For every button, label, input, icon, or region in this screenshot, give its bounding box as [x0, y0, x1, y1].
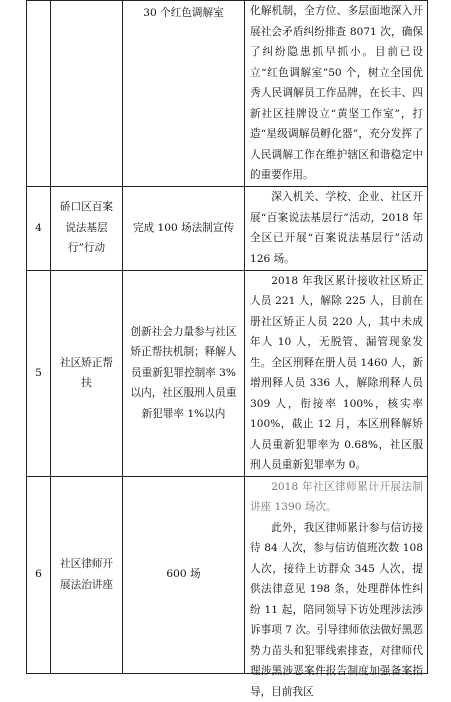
row-number: 6: [27, 476, 51, 673]
task-target: 创新社会力量参与社区矫正帮扶机制；释解人员重新犯罪控制率 3%以内，社区服刑人员重新犯罪率 1%以内: [123, 270, 245, 476]
progress-paragraph: 此外，我区律师累计参与信访接待 84 人次，参与信访值班次数 108 人次，接待上访群众 345 人次，提供法律意见 198 条，处理群体性纠纷 11 起，陪同领导下访处理涉法涉诉事项 7 次。引导律师依法做好黑恶势力苗头和犯罪线索排查，对律师代理涉黑涉恶案件报告制度加强备案指导，目前我区: [250, 518, 423, 702]
row-number: 5: [27, 270, 51, 476]
progress-paragraph: 2018 年社区律师累计开展法制讲座 1390 场次。: [250, 477, 423, 518]
table-row: [27, 1, 428, 187]
table-row: [27, 476, 428, 673]
task-target: 完成 100 场法制宣传: [123, 186, 245, 270]
progress-paragraph: 2018 年我区累计接收社区矫正人员 221 人，解除 225 人，目前在册社区矫正人员 220 人，其中未成年人 10 人，无脱管、漏管现象发生。全区刑释在册人员 1460 人，新增刑释人员 336 人，解除刑释人员 309 人，衔接率 100%，核实率 100%，截止 12 月，本区刑释解矫人员重新犯罪率为 0.68%，社区服刑人员重新犯罪率为 0。: [250, 271, 423, 476]
row-number: [27, 1, 51, 187]
table-row: [27, 186, 428, 270]
table-row: [27, 270, 428, 476]
task-target: 30 个红色调解室: [123, 1, 245, 187]
task-name: 社区律师开展法治讲座: [51, 476, 123, 673]
task-name: 社区矫正帮扶: [51, 270, 123, 476]
task-progress: [245, 1, 428, 187]
task-target: 600 场: [123, 476, 245, 673]
task-progress: [245, 270, 428, 476]
task-progress: [245, 476, 428, 673]
task-name: 硚口区百案说法基层行”行动: [51, 186, 123, 270]
progress-paragraph: 深入机关、学校、企业、社区开展“百案说法基层行”活动，2018 年全区已开展“百案说法基层行”活动 126 场。: [250, 187, 423, 269]
row-number: 4: [27, 186, 51, 270]
progress-paragraph: 化解机制，全方位、多层面地深入开展社会矛盾纠纷排查 8071 次，确保了纠纷隐患抓早抓小。目前已设立“红色调解室”50 个，树立全国优秀人民调解员工作品牌，在长丰、四新社区挂牌设立“黄坚工作室”，打造“星级调解员孵化器”，充分发挥了人民调解工作在维护辖区和谐稳定中的重要作用。: [250, 1, 423, 186]
task-progress: [245, 186, 428, 270]
work-progress-table: [26, 0, 428, 674]
task-name: [51, 1, 123, 187]
